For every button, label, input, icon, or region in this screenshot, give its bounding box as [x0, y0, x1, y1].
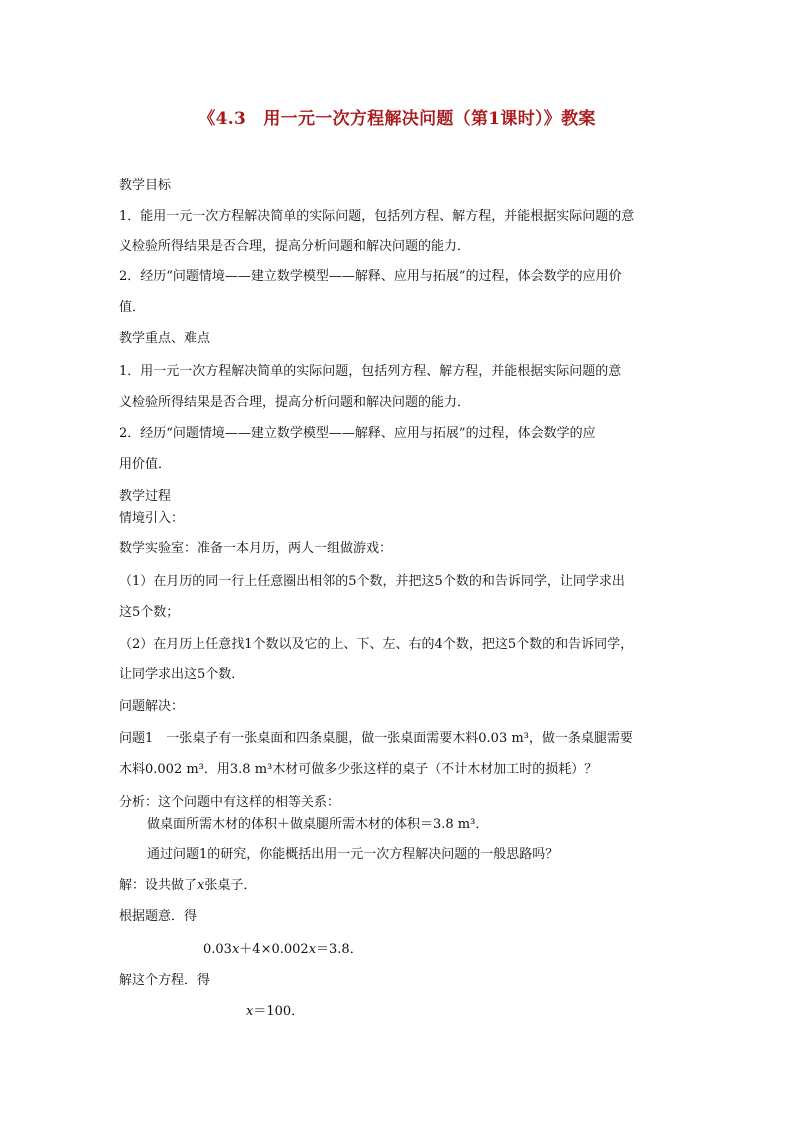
equation-rhs: ＝3.8．	[316, 942, 363, 957]
reflection-question: 通过问题1的研究，你能概括出用一元一次方程解决问题的一般思路吗？	[147, 847, 559, 862]
goal-item-1-line-1: 1．能用一元一次方程解决简单的实际问题，包括列方程、解方程，并能根据实际问题的意	[119, 209, 635, 224]
scenario-intro: 情境引入：	[119, 511, 185, 526]
section-heading-teaching-goals: 教学目标	[119, 178, 172, 193]
goal-item-1-line-2: 义检验所得结果是否合理，提高分析问题和解决问题的能力．	[119, 239, 471, 254]
equation	[203, 941, 363, 959]
problem-1-line-2: 木料0.002 m³．用3.8 m³木材可做多少张这样的桌子（不计木材加工时的损耗）？	[119, 762, 598, 777]
solution-setup	[119, 877, 256, 895]
result-value: ＝100．	[253, 1004, 305, 1019]
solution-prefix: 解：设共做了	[119, 878, 198, 893]
equation-term-1: 0.03	[203, 942, 232, 957]
activity-step-2-line-1: （2）在月历上任意找1个数以及它的上、下、左、右的4个数，把这5个数的和告诉同学，	[119, 637, 634, 652]
key-item-2-line-1: 2．经历“问题情境——建立数学模型——解释、应用与拓展”的过程，体会数学的应	[119, 426, 596, 441]
by-meaning-line: 根据题意．得	[119, 909, 198, 924]
math-lab-line: 数学实验室：准备一本月历，两人一组做游戏：	[119, 541, 393, 556]
problem-solving-heading: 问题解决：	[119, 699, 185, 714]
solution-suffix: 张桌子．	[204, 878, 257, 893]
variable-x: x	[231, 942, 240, 957]
problem-1-line-1: 问题1 一张桌子有一张桌面和四条桌腿，做一张桌面需要木料0.03 m³，做一条桌腿需要	[119, 731, 633, 746]
activity-step-1-line-1: （1）在月历的同一行上任意圈出相邻的5个数，并把这5个数的和告诉同学，让同学求出	[119, 574, 625, 589]
key-item-2-line-2: 用价值．	[119, 457, 172, 472]
section-heading-key-points: 教学重点、难点	[119, 331, 211, 346]
document-title: 《4.3 用一元一次方程解决问题（第1课时）》教案	[198, 109, 596, 129]
equation-term-2: ＋4×0.002	[239, 942, 309, 957]
equation-result	[246, 1003, 304, 1021]
activity-step-1-line-2: 这5个数；	[119, 605, 180, 620]
section-heading-process: 教学过程	[119, 489, 172, 504]
variable-x: x	[197, 878, 205, 893]
goal-item-2-line-2: 值．	[119, 300, 146, 315]
key-item-1-line-1: 1．用一元一次方程解决简单的实际问题，包括列方程、解方程，并能根据实际问题的意	[119, 364, 622, 379]
key-item-1-line-2: 义检验所得结果是否合理，提高分析问题和解决问题的能力．	[119, 395, 471, 410]
variable-x: x	[246, 1004, 254, 1019]
equality-relation: 做桌面所需木材的体积＋做桌腿所需木材的体积＝3.8 m³．	[147, 817, 489, 832]
variable-x: x	[308, 942, 317, 957]
activity-step-2-line-2: 让同学求出这5个数．	[119, 667, 245, 682]
analysis-line: 分析：这个问题中有这样的相等关系：	[119, 795, 341, 810]
solve-equation-line: 解这个方程．得	[119, 973, 211, 988]
goal-item-2-line-1: 2．经历“问题情境——建立数学模型——解释、应用与拓展”的过程，体会数学的应用价	[119, 269, 622, 284]
